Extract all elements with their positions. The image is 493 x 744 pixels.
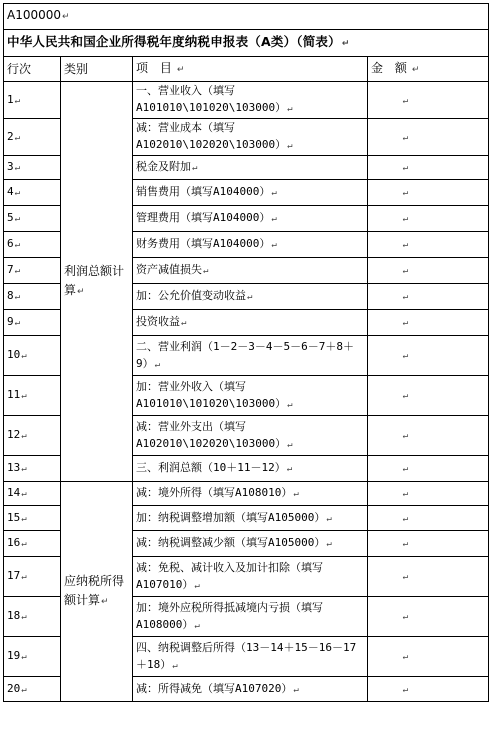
item-cell bbox=[133, 456, 368, 482]
item-cell bbox=[133, 336, 368, 376]
line-number: 8 bbox=[7, 289, 14, 302]
item-label: 减：所得减免（填写A107020） bbox=[136, 681, 293, 695]
para-mark-icon: ↵ bbox=[21, 684, 27, 695]
line-number-cell bbox=[4, 506, 61, 531]
item-label: 四、纳税调整后所得（13－14＋15－16－17＋18） bbox=[136, 640, 357, 671]
item-cell bbox=[133, 232, 368, 258]
line-number: 6 bbox=[7, 237, 14, 250]
para-mark-icon: ↵ bbox=[402, 464, 409, 474]
item-label: 管理费用（填写A104000） bbox=[136, 211, 271, 224]
para-mark-icon: ↵ bbox=[326, 513, 332, 524]
para-mark-icon: ↵ bbox=[14, 266, 21, 276]
item-label: 税金及附加 bbox=[136, 160, 191, 173]
para-mark-icon: ↵ bbox=[402, 489, 409, 499]
para-mark-icon: ↵ bbox=[21, 391, 27, 401]
header-category bbox=[61, 57, 133, 82]
line-number-cell bbox=[4, 206, 61, 232]
para-mark-icon: ↵ bbox=[101, 596, 109, 607]
line-number: 5 bbox=[7, 211, 14, 224]
para-mark-icon: ↵ bbox=[194, 620, 200, 631]
item-label: 减：营业成本（填写A102010\102020\103000） bbox=[136, 121, 287, 151]
para-mark-icon: ↵ bbox=[77, 286, 85, 297]
para-mark-icon: ↵ bbox=[21, 464, 27, 474]
line-number-cell bbox=[4, 82, 61, 119]
para-mark-icon: ↵ bbox=[287, 104, 293, 114]
para-mark-icon: ↵ bbox=[287, 399, 293, 410]
line-number-cell bbox=[4, 180, 61, 206]
para-mark-icon: ↵ bbox=[14, 292, 21, 302]
amount-cell[interactable] bbox=[368, 376, 489, 416]
para-mark-icon: ↵ bbox=[21, 539, 27, 549]
category-label: 应纳税所得额计算 bbox=[64, 573, 125, 607]
line-number: 1 bbox=[7, 92, 14, 106]
item-label: 加：纳税调整增加额（填写A105000） bbox=[136, 510, 326, 524]
line-number: 3 bbox=[7, 160, 14, 173]
para-mark-icon: ↵ bbox=[271, 214, 277, 224]
para-mark-icon: ↵ bbox=[402, 572, 409, 582]
item-label: 三、利润总额（10＋11－12） bbox=[136, 461, 286, 474]
line-number: 2 bbox=[7, 129, 14, 143]
item-cell bbox=[133, 376, 368, 416]
item-label: 财务费用（填写A104000） bbox=[136, 237, 271, 250]
line-number: 13 bbox=[7, 461, 21, 474]
para-mark-icon: ↵ bbox=[402, 214, 409, 224]
header-item-text: 项 目 bbox=[136, 60, 176, 75]
amount-cell[interactable] bbox=[368, 119, 489, 156]
para-mark-icon: ↵ bbox=[287, 141, 293, 151]
para-mark-icon: ↵ bbox=[271, 240, 277, 250]
item-cell bbox=[133, 156, 368, 180]
item-label: 减：营业外支出（填写A102010\102020\103000） bbox=[136, 419, 287, 450]
item-cell bbox=[133, 82, 368, 119]
para-mark-icon: ↵ bbox=[21, 572, 27, 582]
amount-cell[interactable] bbox=[368, 531, 489, 557]
item-label: 销售费用（填写A104000） bbox=[136, 185, 271, 198]
category-profit bbox=[61, 82, 133, 482]
line-number: 15 bbox=[7, 510, 21, 524]
category-taxable bbox=[61, 482, 133, 702]
para-mark-icon: ↵ bbox=[21, 351, 27, 361]
para-mark-icon: ↵ bbox=[402, 318, 409, 328]
para-mark-icon: ↵ bbox=[293, 489, 299, 499]
para-mark-icon: ↵ bbox=[203, 266, 209, 276]
item-label: 投资收益 bbox=[136, 315, 180, 328]
item-label: 二、营业利润（1－2－3－4－5－6－7＋8＋9） bbox=[136, 339, 354, 370]
amount-cell[interactable] bbox=[368, 482, 489, 506]
para-mark-icon: ↵ bbox=[402, 652, 409, 662]
para-mark-icon: ↵ bbox=[402, 188, 409, 198]
amount-cell[interactable] bbox=[368, 637, 489, 677]
para-mark-icon: ↵ bbox=[21, 489, 27, 499]
item-cell bbox=[133, 284, 368, 310]
para-mark-icon: ↵ bbox=[293, 684, 299, 695]
tax-table bbox=[3, 3, 489, 702]
line-number-cell bbox=[4, 456, 61, 482]
para-mark-icon: ↵ bbox=[402, 351, 409, 361]
para-mark-icon: ↵ bbox=[402, 513, 409, 524]
line-number: 4 bbox=[7, 185, 14, 198]
line-number-cell bbox=[4, 310, 61, 336]
para-mark-icon: ↵ bbox=[14, 188, 21, 198]
para-mark-icon: ↵ bbox=[14, 163, 21, 173]
form-title bbox=[4, 30, 489, 57]
para-mark-icon: ↵ bbox=[62, 12, 70, 22]
para-mark-icon: ↵ bbox=[181, 318, 187, 328]
amount-cell[interactable] bbox=[368, 677, 489, 702]
amount-cell[interactable] bbox=[368, 336, 489, 376]
para-mark-icon: ↵ bbox=[326, 539, 332, 549]
para-mark-icon: ↵ bbox=[402, 240, 409, 250]
amount-cell[interactable] bbox=[368, 456, 489, 482]
item-cell bbox=[133, 531, 368, 557]
para-mark-icon: ↵ bbox=[286, 464, 293, 474]
form-code bbox=[4, 4, 489, 30]
amount-cell[interactable] bbox=[368, 156, 489, 180]
amount-cell[interactable] bbox=[368, 506, 489, 531]
header-line bbox=[4, 57, 61, 82]
table-row bbox=[4, 482, 489, 506]
table-row bbox=[4, 82, 489, 119]
item-label: 资产减值损失 bbox=[136, 263, 202, 276]
item-cell bbox=[133, 119, 368, 156]
para-mark-icon: ↵ bbox=[247, 292, 253, 302]
para-mark-icon: ↵ bbox=[192, 163, 198, 173]
para-mark-icon: ↵ bbox=[402, 431, 409, 441]
para-mark-icon: ↵ bbox=[14, 95, 21, 106]
para-mark-icon: ↵ bbox=[341, 39, 350, 49]
amount-cell[interactable] bbox=[368, 597, 489, 637]
para-mark-icon: ↵ bbox=[287, 439, 293, 450]
line-number: 12 bbox=[7, 428, 21, 441]
form-code-text: A100000 bbox=[7, 8, 62, 22]
line-number-cell bbox=[4, 637, 61, 677]
item-cell bbox=[133, 506, 368, 531]
line-number-cell bbox=[4, 597, 61, 637]
category-label: 利润总额计算 bbox=[64, 263, 125, 297]
amount-cell[interactable] bbox=[368, 557, 489, 597]
para-mark-icon: ↵ bbox=[172, 660, 178, 671]
line-number-cell bbox=[4, 284, 61, 310]
para-mark-icon: ↵ bbox=[14, 132, 21, 143]
line-number: 16 bbox=[7, 536, 21, 549]
item-cell bbox=[133, 206, 368, 232]
line-number-cell bbox=[4, 258, 61, 284]
para-mark-icon: ↵ bbox=[402, 391, 409, 401]
para-mark-icon: ↵ bbox=[402, 684, 409, 695]
amount-cell[interactable] bbox=[368, 206, 489, 232]
para-mark-icon: ↵ bbox=[154, 359, 161, 370]
line-number: 17 bbox=[7, 569, 21, 582]
item-label: 减：境外所得（填写A108010） bbox=[136, 486, 293, 499]
para-mark-icon: ↵ bbox=[14, 240, 21, 250]
para-mark-icon: ↵ bbox=[14, 318, 21, 328]
line-number-cell bbox=[4, 232, 61, 258]
amount-cell[interactable] bbox=[368, 284, 489, 310]
item-cell bbox=[133, 482, 368, 506]
tax-return-form bbox=[3, 3, 489, 702]
form-title-text: 中华人民共和国企业所得税年度纳税申报表（A类）（简表） bbox=[7, 34, 341, 49]
item-cell bbox=[133, 416, 368, 456]
para-mark-icon: ↵ bbox=[402, 163, 409, 173]
para-mark-icon: ↵ bbox=[402, 539, 409, 549]
item-label: 一、营业收入（填写A101010\101020\103000） bbox=[136, 84, 287, 114]
para-mark-icon: ↵ bbox=[402, 132, 409, 143]
line-number-cell bbox=[4, 119, 61, 156]
item-cell bbox=[133, 677, 368, 702]
item-cell bbox=[133, 310, 368, 336]
para-mark-icon: ↵ bbox=[194, 580, 200, 591]
amount-cell[interactable] bbox=[368, 180, 489, 206]
para-mark-icon: ↵ bbox=[21, 431, 27, 441]
line-number-cell bbox=[4, 557, 61, 597]
item-cell bbox=[133, 597, 368, 637]
line-number: 14 bbox=[7, 486, 21, 499]
line-number-cell bbox=[4, 531, 61, 557]
line-number: 7 bbox=[7, 263, 14, 276]
para-mark-icon: ↵ bbox=[21, 612, 27, 622]
item-cell bbox=[133, 637, 368, 677]
line-number-cell bbox=[4, 677, 61, 702]
line-number: 11 bbox=[7, 388, 21, 401]
para-mark-icon: ↵ bbox=[271, 188, 277, 198]
line-number: 10 bbox=[7, 348, 21, 361]
para-mark-icon: ↵ bbox=[14, 214, 21, 224]
line-number: 20 bbox=[7, 681, 21, 695]
item-label: 减：纳税调整减少额（填写A105000） bbox=[136, 536, 326, 549]
amount-cell[interactable] bbox=[368, 310, 489, 336]
amount-cell[interactable] bbox=[368, 258, 489, 284]
item-cell bbox=[133, 258, 368, 284]
header-amount-text: 金 额 bbox=[371, 60, 411, 75]
line-number-cell bbox=[4, 336, 61, 376]
item-label: 加：境外应税所得抵减境内亏损（填写A108000） bbox=[136, 600, 323, 631]
line-number: 9 bbox=[7, 315, 14, 328]
amount-cell[interactable] bbox=[368, 232, 489, 258]
item-label: 加：公允价值变动收益 bbox=[136, 289, 246, 302]
item-cell bbox=[133, 180, 368, 206]
para-mark-icon: ↵ bbox=[21, 513, 27, 524]
item-label: 加：营业外收入（填写A101010\101020\103000） bbox=[136, 379, 287, 410]
line-number-cell bbox=[4, 376, 61, 416]
line-number: 18 bbox=[7, 609, 21, 622]
amount-cell[interactable] bbox=[368, 82, 489, 119]
line-number-cell bbox=[4, 416, 61, 456]
line-number-cell bbox=[4, 482, 61, 506]
para-mark-icon: ↵ bbox=[411, 64, 420, 75]
para-mark-icon: ↵ bbox=[402, 612, 409, 622]
para-mark-icon: ↵ bbox=[402, 266, 409, 276]
para-mark-icon: ↵ bbox=[176, 64, 185, 75]
header-category-text: 类别 bbox=[64, 61, 89, 76]
amount-cell[interactable] bbox=[368, 416, 489, 456]
para-mark-icon: ↵ bbox=[21, 652, 27, 662]
para-mark-icon: ↵ bbox=[402, 95, 409, 106]
para-mark-icon: ↵ bbox=[402, 292, 409, 302]
item-cell bbox=[133, 557, 368, 597]
header-line-text: 行次 bbox=[7, 61, 32, 76]
header-amount bbox=[368, 57, 489, 82]
line-number-cell bbox=[4, 156, 61, 180]
item-label: 减：免税、减计收入及加计扣除（填写A107010） bbox=[136, 560, 323, 591]
line-number: 19 bbox=[7, 649, 21, 662]
header-item bbox=[133, 57, 368, 82]
